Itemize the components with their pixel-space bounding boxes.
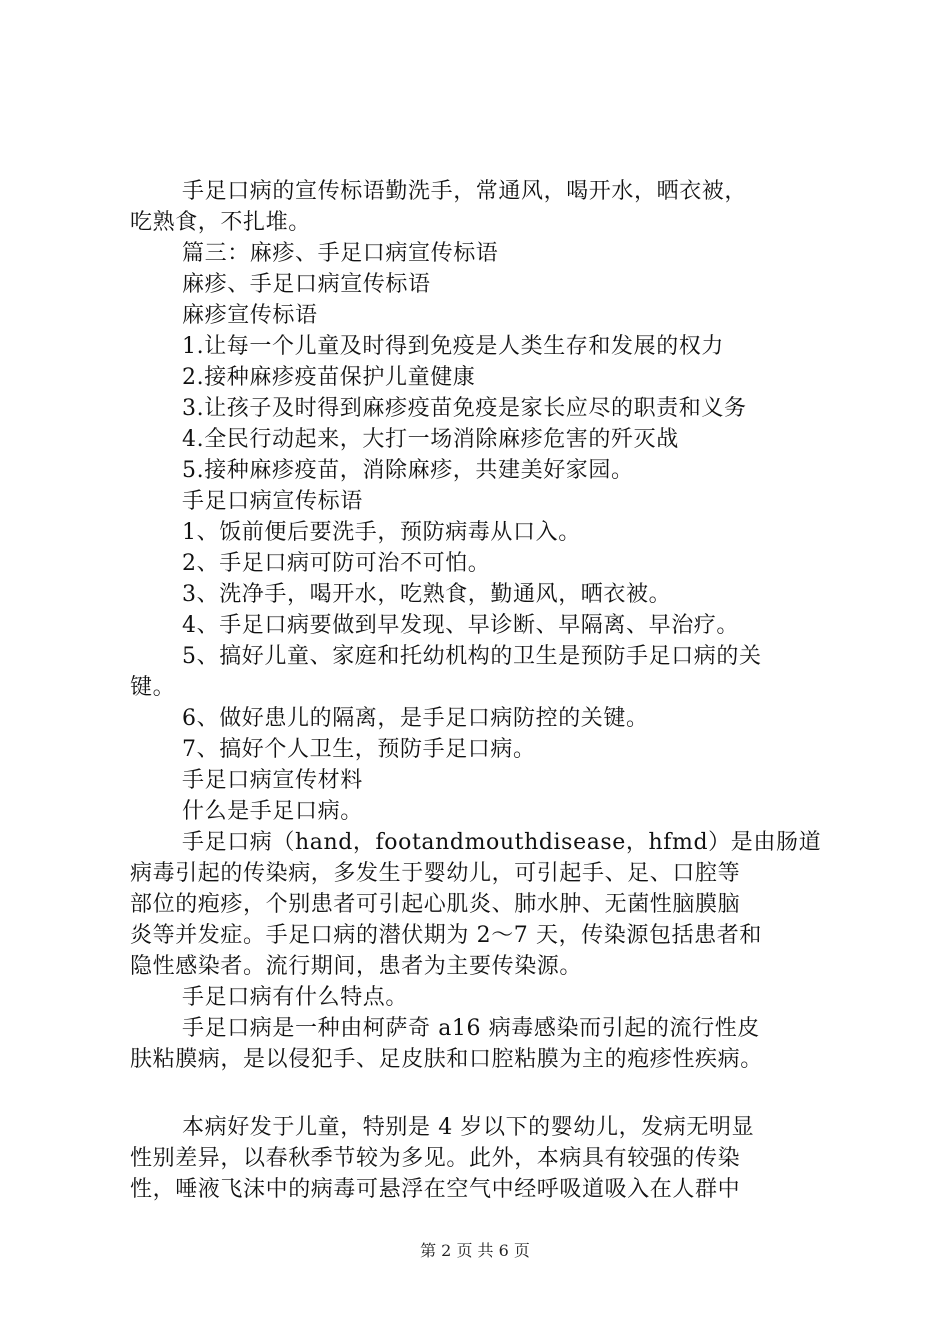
text-line: 手足口病（hand，footandmouthdisease，hfmd）是由肠道 <box>182 830 822 855</box>
text-line: 4、手足口病要做到早发现、早诊断、早隔离、早治疗。 <box>182 613 739 638</box>
text-line: 什么是手足口病。 <box>182 799 363 824</box>
text-line: 手足口病宣传材料 <box>182 768 363 793</box>
text-line: 病毒引起的传染病，多发生于婴幼儿，可引起手、足、口腔等 <box>130 861 741 886</box>
text-line: 肤粘膜病，是以侵犯手、足皮肤和口腔粘膜为主的疱疹性疾病。 <box>130 1047 763 1072</box>
text-line: 键。 <box>130 675 176 700</box>
text-line: 篇三：麻疹、手足口病宣传标语 <box>182 241 499 266</box>
blank-line <box>130 1075 830 1112</box>
text-line: 4.全民行动起来，大打一场消除麻疹危害的歼灭战 <box>182 427 679 452</box>
document-body <box>130 176 830 1205</box>
text-line: 5.接种麻疹疫苗，消除麻疹，共建美好家园。 <box>182 458 634 483</box>
text-line: 6、做好患儿的隔离，是手足口病防控的关键。 <box>182 706 649 731</box>
text-line: 隐性感染者。流行期间，患者为主要传染源。 <box>130 954 583 979</box>
text-line: 2、手足口病可防可治不可怕。 <box>182 551 491 576</box>
text-line: 麻疹、手足口病宣传标语 <box>182 272 431 297</box>
text-line: 1.让每一个儿童及时得到免疫是人类生存和发展的权力 <box>182 334 724 359</box>
text-line: 性，唾液飞沫中的病毒可悬浮在空气中经呼吸道吸入在人群中 <box>130 1177 741 1202</box>
text-line: 性别差异，以春秋季节较为多见。此外，本病具有较强的传染 <box>130 1146 741 1171</box>
text-line: 5、搞好儿童、家庭和托幼机构的卫生是预防手足口病的关 <box>182 644 762 669</box>
text-line: 本病好发于儿童，特别是 4 岁以下的婴幼儿，发病无明显 <box>182 1115 755 1140</box>
text-line: 吃熟食，不扎堆。 <box>130 210 311 235</box>
text-line: 麻疹宣传标语 <box>182 303 318 328</box>
text-line: 3.让孩子及时得到麻疹疫苗免疫是家长应尽的职责和义务 <box>182 396 747 421</box>
text-line: 手足口病有什么特点。 <box>182 985 409 1010</box>
text-line: 手足口病的宣传标语勤洗手，常通风，喝开水，晒衣被， <box>182 179 748 204</box>
text-line: 2.接种麻疹疫苗保护儿童健康 <box>182 365 476 390</box>
text-line: 手足口病是一种由柯萨奇 a16 病毒感染而引起的流行性皮 <box>182 1016 760 1041</box>
text-line: 部位的疱疹，个别患者可引起心肌炎、肺水肿、无菌性脑膜脑 <box>130 892 741 917</box>
text-line: 3、洗净手，喝开水，吃熟食，勤通风，晒衣被。 <box>182 582 672 607</box>
text-line: 炎等并发症。手足口病的潜伏期为 2～7 天，传染源包括患者和 <box>130 923 762 948</box>
page-footer: 第 2 页 共 6 页 <box>420 1241 530 1260</box>
text-line: 手足口病宣传标语 <box>182 489 363 514</box>
text-line: 1、饭前便后要洗手，预防病毒从口入。 <box>182 520 581 545</box>
text-line: 7、搞好个人卫生，预防手足口病。 <box>182 737 536 762</box>
